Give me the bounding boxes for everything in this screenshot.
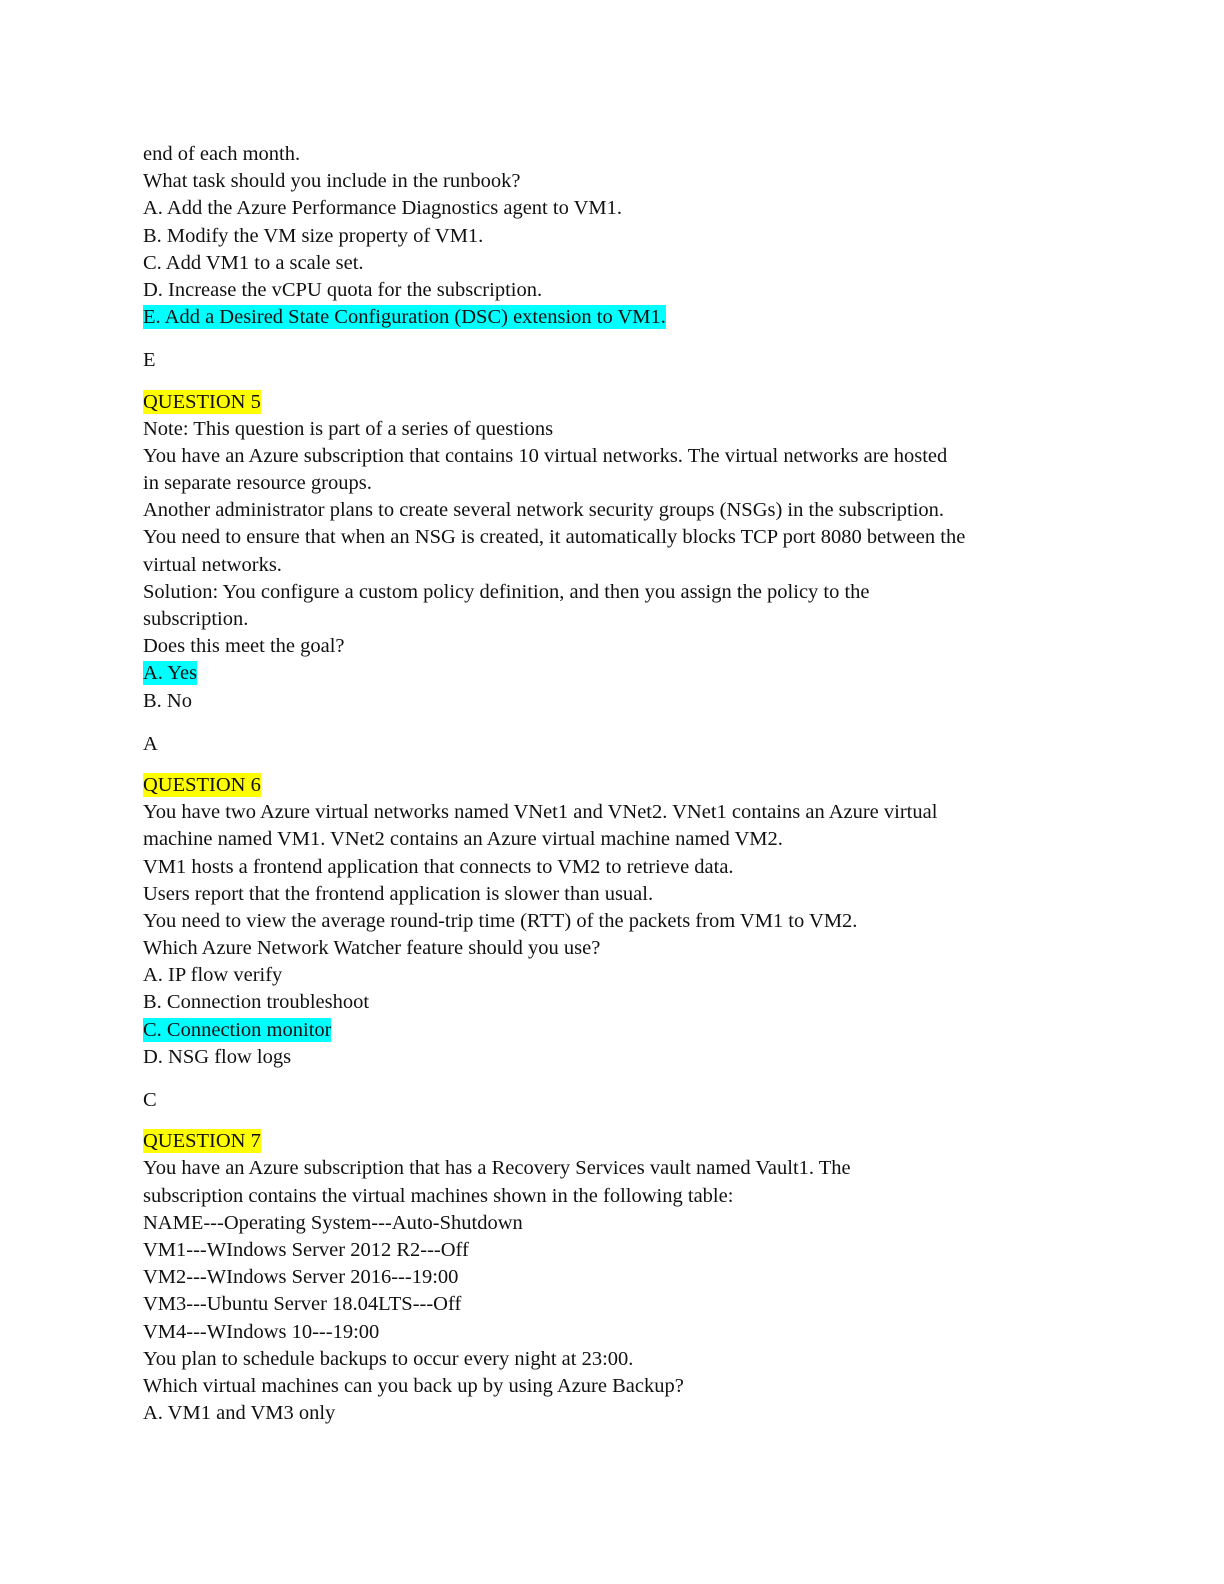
document-page — [143, 141, 1043, 1427]
question-text-line: Which Azure Network Watcher feature should you use? — [143, 937, 601, 960]
question-text-line: You have two Azure virtual networks named VNet1 and VNet2. VNet1 contains an Azure virtual — [143, 801, 938, 824]
option-a: A. VM1 and VM3 only — [143, 1402, 336, 1425]
question-heading — [143, 1128, 1043, 1155]
option-d: D. NSG flow logs — [143, 1045, 292, 1068]
question-text-line: Solution: You configure a custom policy definition, and then you assign the policy to the — [143, 580, 870, 603]
question-text-line: You have an Azure subscription that has a Recovery Services vault named Vault1. The — [143, 1157, 851, 1180]
table-header-line: NAME---Operating System---Auto-Shutdown — [143, 1211, 523, 1234]
option-e-correct — [143, 304, 1043, 331]
option-d: D. Increase the vCPU quota for the subscription. — [143, 278, 543, 301]
question-heading — [143, 389, 1043, 416]
question-text-line: Note: This question is part of a series of questions — [143, 417, 554, 440]
option-a: A. IP flow verify — [143, 964, 283, 987]
question-text-line: subscription. — [143, 608, 249, 630]
question-text-line: You need to view the average round-trip time (RTT) of the packets from VM1 to VM2. — [143, 909, 858, 932]
question-heading — [143, 772, 1043, 799]
table-row-line: VM3---Ubuntu Server 18.04LTS---Off — [143, 1293, 462, 1316]
question-text-line: machine named VM1. VNet2 contains an Azure virtual machine named VM2. — [143, 828, 783, 851]
correct-option-highlight: E. Add a Desired State Configuration (DSC) extension to VM1. — [143, 306, 666, 329]
option-c-correct — [143, 1017, 1043, 1044]
question-text-line: in separate resource groups. — [143, 472, 372, 495]
question-text-line: VM1 hosts a frontend application that connects to VM2 to retrieve data. — [143, 855, 734, 878]
option-a: A. Add the Azure Performance Diagnostics agent to VM1. — [143, 197, 622, 220]
question-text-line: You plan to schedule backups to occur every night at 23:00. — [143, 1347, 634, 1370]
question-text-line: virtual networks. — [143, 553, 282, 576]
question-text-line: Another administrator plans to create several network security groups (NSGs) in the subscription. — [143, 499, 945, 522]
option-c: C. Add VM1 to a scale set. — [143, 251, 364, 274]
question-text-line: Which virtual machines can you back up by using Azure Backup? — [143, 1374, 684, 1397]
question-text-line: subscription contains the virtual machines shown in the following table: — [143, 1184, 734, 1207]
question-text-line: What task should you include in the runbook? — [143, 170, 521, 193]
table-row-line: VM4---WIndows 10---19:00 — [143, 1320, 380, 1343]
answer-key: C — [143, 1089, 157, 1111]
question-text-line: You need to ensure that when an NSG is created, it automatically blocks TCP port 8080 between the — [143, 526, 966, 549]
question-heading-highlight: QUESTION 6 — [143, 773, 261, 796]
option-b: B. No — [143, 689, 192, 712]
question-heading-highlight: QUESTION 5 — [143, 390, 261, 413]
question-text-line: end of each month. — [143, 143, 301, 165]
question-heading-highlight: QUESTION 7 — [143, 1130, 261, 1153]
question-text-line: You have an Azure subscription that contains 10 virtual networks. The virtual networks are hosted — [143, 444, 948, 467]
question-text-line: Users report that the frontend application is slower than usual. — [143, 882, 654, 905]
option-b: B. Modify the VM size property of VM1. — [143, 224, 484, 247]
answer-key: A — [143, 732, 158, 755]
answer-key: E — [143, 349, 156, 372]
table-row-line: VM1---WIndows Server 2012 R2---Off — [143, 1238, 469, 1261]
question-text-line: Does this meet the goal? — [143, 635, 345, 658]
correct-option-highlight: C. Connection monitor — [143, 1018, 332, 1041]
correct-option-highlight: A. Yes — [143, 662, 198, 685]
option-b: B. Connection troubleshoot — [143, 991, 370, 1014]
table-row-line: VM2---WIndows Server 2016---19:00 — [143, 1266, 459, 1289]
option-a-correct — [143, 660, 1043, 687]
